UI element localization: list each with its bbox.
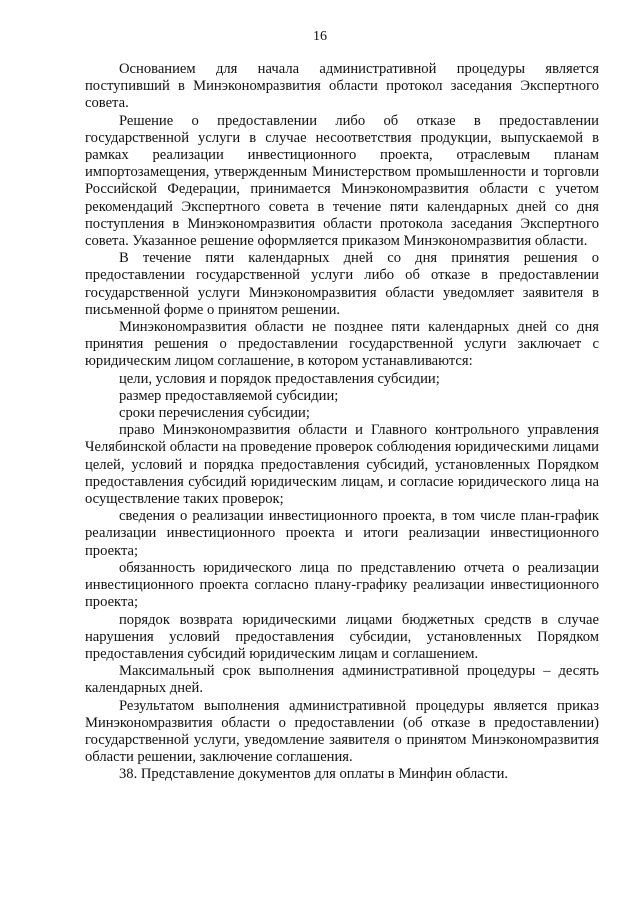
paragraph-section-38: 38. Представление документов для оплаты в Минфин области.	[119, 766, 509, 783]
document-body	[85, 61, 599, 784]
paragraph-result: Результатом выполнения административной процедуры является приказ Минэкономразвития области о предоставлении (об отказе в предоставлении) государственной услуги, уведомление заявителя о принятом Минэкономразвития области решении, заключение соглашения.	[85, 697, 599, 766]
list-item-amount: размер предоставляемой субсидии;	[119, 387, 339, 404]
list-item-terms: сроки перечисления субсидии;	[119, 405, 310, 422]
paragraph-decision: Решение о предоставлении либо об отказе в предоставлении государственной услуги в случае несоответствия продукции, выпускаемой в рамках реализации инвестиционного проекта, отраслевым планам импортозамещения, утвержденным Министерством промышленности и торговли Российской Федерации, принимается Минэкономразвития области с учетом рекомендаций Экспертного совета в течение пяти календарных дней со дня поступления в Минэкономразвития области протокола заседания Экспертного совета. Указанное решение оформляется приказом Минэкономразвития области.	[85, 112, 599, 250]
list-item-project-info: сведения о реализации инвестиционного проекта, в том числе план-график реализации инвестиционного проекта и итоги реализации инвестиционного проекта;	[85, 508, 599, 559]
paragraph-max-term: Максимальный срок выполнения административной процедуры – десять календарных дней.	[85, 663, 599, 697]
page-number: 16	[313, 29, 327, 44]
paragraph-notification: В течение пяти календарных дней со дня принятия решения о предоставлении государственной услуги либо об отказе в предоставлении государственной услуги Минэкономразвития области уведомляет заявителя в письменной форме о принятом решении.	[85, 250, 599, 318]
list-item-inspection-right: право Минэкономразвития области и Главного контрольного управления Челябинской области на проведение проверок соблюдения юридическими лицами целей, условий и порядка предоставления субсидий, установленных Порядком предоставления субсидий юридическим лицам, и согласие юридического лица на осуществление таких проверок;	[85, 422, 599, 508]
paragraph-agreement: Минэкономразвития области не позднее пяти календарных дней со дня принятия решения о предоставлении государственной услуги заключает с юридическим лицом соглашение, в котором устанавливаются:	[85, 319, 599, 370]
paragraph-basis: Основанием для начала административной процедуры является поступивший в Минэкономразвития области протокол заседания Экспертного совета.	[85, 61, 599, 112]
list-item-report-duty: обязанность юридического лица по представлению отчета о реализации инвестиционного проекта согласно плану-графику реализации инвестиционного проекта;	[85, 559, 599, 611]
list-item-refund-procedure: порядок возврата юридическими лицами бюджетных средств в случае нарушения условий предоставления субсидии, установленных Порядком предоставления субсидий юридическим лицам и соглашением.	[85, 611, 599, 662]
list-item-goals: цели, условия и порядок предоставления субсидии;	[119, 370, 440, 387]
